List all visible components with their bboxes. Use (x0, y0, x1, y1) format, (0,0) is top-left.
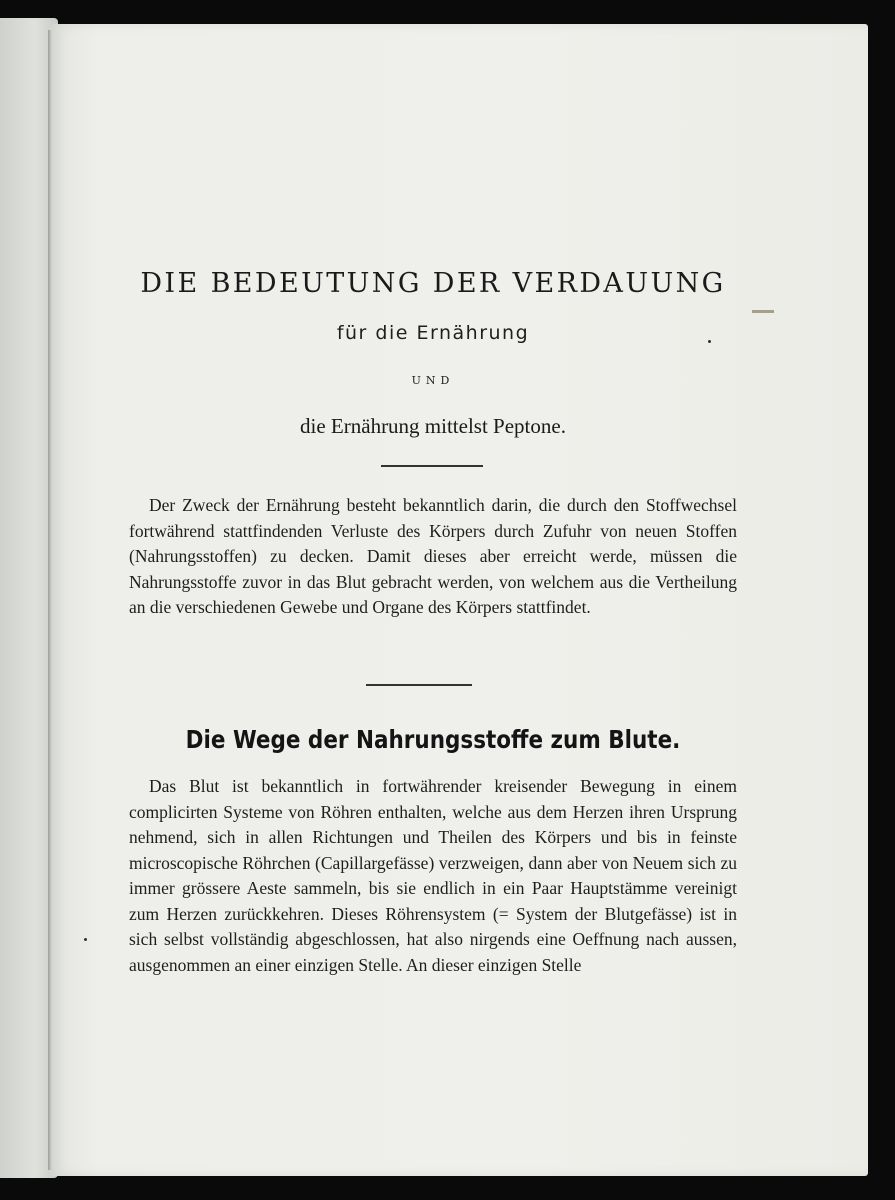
page-gutter (48, 30, 52, 1170)
section-heading: Die Wege der Nahrungsstoffe zum Blute. (185, 725, 681, 754)
document-subtitle-2: die Ernährung mittelst Peptone. (300, 414, 566, 438)
paper-mark (752, 310, 774, 313)
document-subtitle: für die Ernährung (336, 322, 530, 344)
body-paragraph: Das Blut ist bekanntlich in fortwährender kreisender Bewegung in einem complicirten Systeme von Röhren enthalten, welche aus dem Herzen ihren Ursprung nehmend, sich in allen Richtungen und Theilen des Körpers und bis in feinste microscopische Röhrchen (Capillargefässe) verzweigen, dann aber von Neuem sich zu immer grössere Aeste sammeln, bis sie endlich in ein Paar Hauptstämme vereinigt zum Herzen zurückkehren. Dieses Röhrensystem (= System der Blutgefässe) ist in sich selbst vollständig abgeschlossen, hat also nirgends eine Oeffnung nach aussen, ausgenommen an einer einzigen Stelle. An dieser einzigen Stelle (129, 776, 737, 975)
intro-paragraph: Der Zweck der Ernährung besteht bekanntlich darin, die durch den Stoffwechsel fortwährend stattfindenden Verluste des Körpers durch Zufuhr von neuen Stoffen (Nahrungsstoffen) zu decken. Damit dieses aber erreicht werde, müssen die Nahrungsstoffe zuvor in das Blut gebracht werden, von welchem aus die Vertheilung an die verschiedenen Gewebe und Organe des Körpers stattfindet. (129, 495, 737, 617)
divider-rule (381, 465, 483, 467)
divider-rule (366, 684, 472, 686)
document-title: DIE BEDEUTUNG DER VERDAUUNG (140, 268, 726, 299)
conjunction-text: UND (411, 374, 455, 387)
ink-speck (84, 938, 87, 941)
